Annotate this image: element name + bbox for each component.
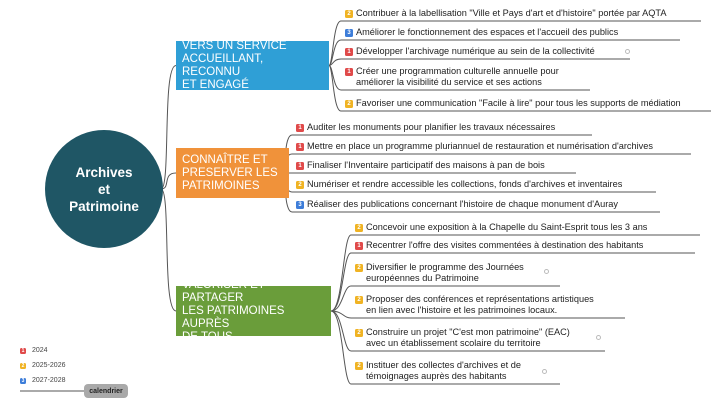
priority-badge: 2: [355, 296, 363, 304]
topic-label: Instituer des collectes d'archives et de témoignages auprès des habitants: [366, 360, 521, 381]
priority-badge: 2: [296, 181, 304, 189]
legend-label: 2024: [32, 347, 48, 354]
priority-badge: 1: [345, 48, 353, 56]
branch-node[interactable]: VALORISER ET PARTAGER LES PATRIMOINES AUPRÈS DE TOUS: [176, 286, 331, 336]
topic-label: Améliorer le fonctionnement des espaces et l'accueil des publics: [356, 27, 619, 37]
priority-badge: 2: [345, 100, 353, 108]
topic-item[interactable]: [345, 98, 681, 109]
priority-badge: 1: [296, 162, 304, 170]
legend-item: [20, 347, 48, 354]
note-icon[interactable]: [596, 335, 601, 340]
topic-item[interactable]: [296, 179, 622, 190]
topic-label: Auditer les monuments pour planifier les travaux nécessaires: [307, 122, 556, 132]
priority-badge: 1: [296, 124, 304, 132]
note-icon[interactable]: [625, 49, 630, 54]
topic-label: Concevoir une exposition à la Chapelle du Saint-Esprit tous les 3 ans: [366, 222, 648, 232]
topic-item[interactable]: [355, 240, 643, 251]
topic-label: Mettre en place un programme pluriannuel de restauration et numérisation d'archives: [307, 141, 653, 151]
topic-item[interactable]: [355, 327, 570, 349]
topic-label: Favoriser une communication "Facile à lire" pour tous les supports de médiation: [356, 98, 681, 108]
topic-item[interactable]: [355, 222, 647, 233]
priority-badge: 2: [21, 362, 25, 369]
priority-badge: 2: [355, 329, 363, 337]
priority-badge: 2: [355, 362, 363, 370]
calendar-button[interactable]: calendrier: [84, 384, 128, 398]
branch-node[interactable]: VERS UN SERVICE ACCUEILLANT, RECONNU ET ENGAGÉ: [176, 41, 329, 90]
topic-label: Développer l'archivage numérique au sein de la collectivité: [356, 46, 595, 56]
legend-label: 2025-2026: [32, 362, 66, 369]
topic-item[interactable]: [355, 262, 524, 284]
priority-badge: 1: [21, 347, 25, 354]
root-node[interactable]: Archives et Patrimoine: [45, 130, 163, 248]
branch-topic-connector: [331, 235, 351, 311]
topic-item[interactable]: [345, 8, 667, 19]
topic-label: Réaliser des publications concernant l'histoire de chaque monument d'Auray: [307, 199, 618, 209]
root-branch-connector: [161, 189, 176, 311]
priority-badge: 2: [355, 264, 363, 272]
priority-badge: 1: [345, 68, 353, 76]
priority-badge: 3: [21, 377, 25, 384]
topic-label: Proposer des conférences et représentations artistiques en lien avec l'histoire et les patrimoines locaux.: [366, 294, 594, 315]
topic-item[interactable]: [296, 160, 545, 171]
priority-badge: 1: [296, 143, 304, 151]
branch-topic-connector: [329, 40, 341, 66]
priority-badge: 3: [296, 201, 304, 209]
topic-label: Créer une programmation culturelle annuelle pour améliorer la visibilité du service et ses actions: [356, 66, 559, 87]
root-branch-connector: [161, 66, 176, 190]
topic-label: Contribuer à la labellisation "Ville et Pays d'art et d'histoire" portée par AQTA: [356, 8, 667, 18]
priority-badge: 3: [345, 29, 353, 37]
topic-item[interactable]: [345, 66, 559, 88]
topic-item[interactable]: [355, 294, 594, 316]
note-icon[interactable]: [544, 269, 549, 274]
topic-item[interactable]: [355, 360, 521, 382]
topic-item[interactable]: [345, 27, 618, 38]
topic-label: Recentrer l'offre des visites commentées à destination des habitants: [366, 240, 644, 250]
branch-topic-connector: [329, 66, 341, 112]
priority-badge: 2: [345, 10, 353, 18]
priority-badge: 1: [355, 242, 363, 250]
legend-item: [20, 362, 65, 369]
topic-label: Diversifier le programme des Journées européennes du Patrimoine: [366, 262, 524, 283]
topic-label: Finaliser l'Inventaire participatif des maisons à pan de bois: [307, 160, 545, 170]
topic-label: Numériser et rendre accessible les collections, fonds d'archives et inventaires: [307, 179, 623, 189]
topic-item[interactable]: [296, 141, 653, 152]
priority-badge: 2: [355, 224, 363, 232]
legend-label: 2027-2028: [32, 377, 66, 384]
topic-item[interactable]: [296, 199, 618, 210]
topic-label: Construire un projet "C'est mon patrimoine" (EAC) avec un établissement scolaire du territoire: [366, 327, 570, 348]
topic-item[interactable]: [345, 46, 595, 57]
legend-item: [20, 377, 65, 384]
branch-node[interactable]: CONNAÎTRE ET PRESERVER LES PATRIMOINES: [176, 148, 289, 198]
note-icon[interactable]: [542, 369, 547, 374]
topic-item[interactable]: [296, 122, 555, 133]
